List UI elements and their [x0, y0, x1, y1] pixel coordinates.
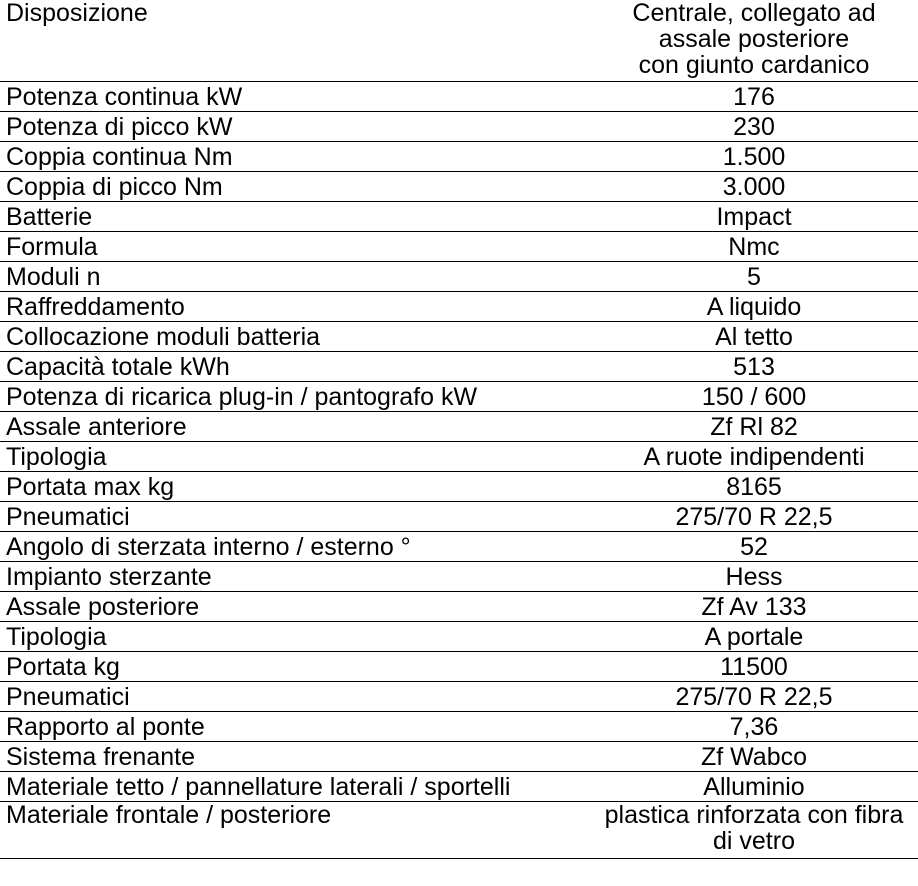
row-label: Potenza di ricarica plug-in / pantografo kW	[6, 383, 478, 411]
row-label: Portata kg	[6, 653, 120, 681]
table-row	[0, 142, 918, 172]
row-value: 275/70 R 22,5	[675, 503, 833, 531]
row-value: 513	[733, 353, 775, 381]
table-row	[0, 532, 918, 562]
row-value: plastica rinforzata con fibra di vetro	[604, 801, 904, 855]
table-row	[0, 322, 918, 352]
row-value: 230	[733, 113, 775, 141]
row-label: Assale posteriore	[6, 593, 200, 621]
row-value: 176	[733, 83, 775, 111]
row-label: Rapporto al ponte	[6, 713, 205, 741]
row-value: Zf Av 133	[701, 593, 807, 621]
table-row	[0, 172, 918, 202]
row-label: Coppia continua Nm	[6, 143, 233, 171]
row-value: Hess	[725, 563, 783, 591]
table-row	[0, 502, 918, 532]
table-row	[0, 562, 918, 592]
row-label: Disposizione	[6, 0, 148, 27]
row-label: Capacità totale kWh	[6, 353, 230, 381]
row-value: Zf Wabco	[700, 743, 808, 771]
table-row	[0, 652, 918, 682]
table-row	[0, 352, 918, 382]
row-value: 52	[740, 533, 768, 561]
row-label: Formula	[6, 233, 98, 261]
row-value: 8165	[726, 473, 782, 501]
row-label: Tipologia	[6, 443, 107, 471]
row-value: A liquido	[706, 293, 802, 321]
row-label: Angolo di sterzata interno / esterno °	[6, 533, 411, 561]
table-row	[0, 712, 918, 742]
row-value: 150 / 600	[701, 383, 807, 411]
table-row	[0, 742, 918, 772]
row-value: Alluminio	[703, 773, 805, 801]
row-label: Raffreddamento	[6, 293, 185, 321]
row-label: Collocazione moduli batteria	[6, 323, 321, 351]
table-row	[0, 682, 918, 712]
row-value: Zf Rl 82	[710, 413, 798, 441]
table-row	[0, 202, 918, 232]
row-label: Potenza di picco kW	[6, 113, 233, 141]
table-row	[0, 232, 918, 262]
row-label: Batterie	[6, 203, 93, 231]
row-value: 275/70 R 22,5	[675, 683, 833, 711]
row-value: Nmc	[728, 233, 780, 261]
row-label: Sistema frenante	[6, 743, 195, 771]
row-label: Assale anteriore	[6, 413, 187, 441]
table-row	[0, 382, 918, 412]
row-value: 7,36	[729, 713, 779, 741]
table-row	[0, 442, 918, 472]
row-label: Materiale tetto / pannellature laterali / sportelli	[6, 773, 511, 801]
table-row	[0, 592, 918, 622]
row-value: 11500	[720, 653, 788, 681]
row-label: Portata max kg	[6, 473, 175, 501]
table-row	[0, 292, 918, 322]
row-value: Impact	[716, 203, 792, 231]
table-row	[0, 0, 918, 82]
table-row	[0, 412, 918, 442]
row-value: Al tetto	[715, 323, 793, 351]
row-label: Pneumatici	[6, 503, 130, 531]
table-row	[0, 802, 918, 859]
table-row	[0, 622, 918, 652]
row-value: A ruote indipendenti	[643, 443, 865, 471]
row-label: Moduli n	[6, 263, 101, 291]
row-label: Impianto sterzante	[6, 563, 212, 591]
row-label: Coppia di picco Nm	[6, 173, 223, 201]
table-row	[0, 772, 918, 802]
row-value: 3.000	[722, 173, 786, 201]
row-label: Pneumatici	[6, 683, 130, 711]
table-row	[0, 112, 918, 142]
table-row	[0, 82, 918, 112]
row-label: Materiale frontale / posteriore	[6, 802, 332, 829]
row-label: Potenza continua kW	[6, 83, 243, 111]
row-value: Centrale, collegato ad assale posteriore con giunto cardanico	[632, 0, 876, 79]
row-value: A portale	[704, 623, 804, 651]
row-label: Tipologia	[6, 623, 107, 651]
table-row	[0, 472, 918, 502]
row-value: 1.500	[722, 143, 786, 171]
table-row	[0, 262, 918, 292]
row-value: 5	[747, 263, 761, 291]
